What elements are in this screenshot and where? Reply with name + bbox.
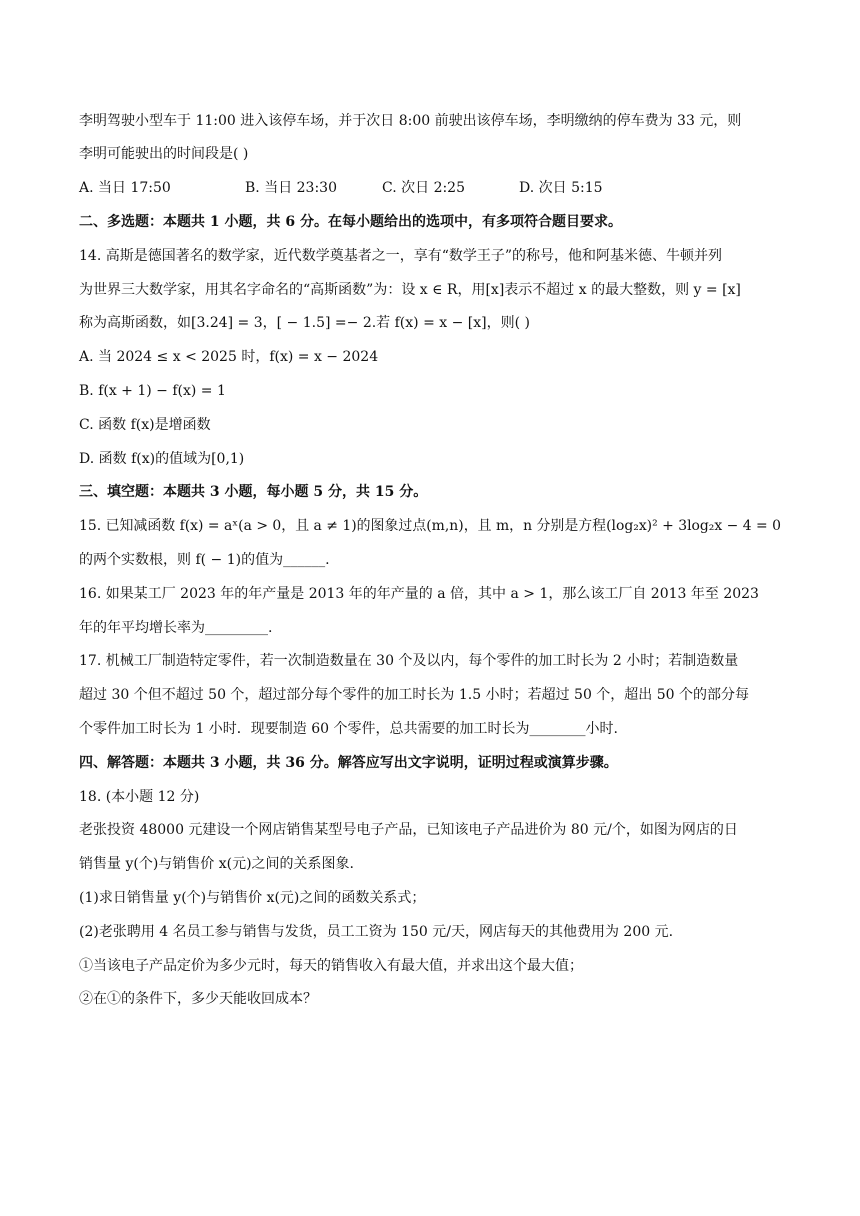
- q13-text-line-1: 李明驾驶小型车于 11:00 进入该停车场，并于次日 8:00 前驶出该停车场，李明缴纳的停车费为 33 元，则: [79, 113, 742, 129]
- q18-part-2: (2)老张聘用 4 名员工参与销售与发货，员工工资为 150 元/天，网店每天的其他费用为 200 元.: [79, 924, 674, 940]
- q15-text-line-2: 的两个实数根，则 f( − 1)的值为______.: [79, 552, 330, 568]
- q15-text-line-1: 15. 已知减函数 f(x) = aˣ(a > 0，且 a ≠ 1)的图象过点(m,n)，且 m，n 分别是方程(log₂x)² + 3log₂x − 4 = 0: [79, 518, 781, 534]
- q18-sub-question-2: ②在①的条件下，多少天能收回成本？: [79, 991, 317, 1007]
- section-fill-in-heading: 三、填空题：本题共 3 小题，每小题 5 分，共 15 分。: [79, 484, 428, 500]
- q18-text-line-1: 老张投资 48000 元建设一个网店销售某型号电子产品，已知该电子产品进价为 80 元/个，如图为网店的日: [79, 822, 738, 838]
- q13-option-d: D. 次日 5:15: [519, 180, 603, 196]
- q14-text-line-1: 14. 高斯是德国著名的数学家，近代数学奠基者之一，享有“数学王子”的称号，他和阿基米德、牛顿并列: [79, 248, 723, 264]
- q14-text-line-3: 称为高斯函数，如[3.24] = 3，[ − 1.5] =− 2.若 f(x) = x − [x]，则( ): [79, 315, 530, 331]
- q13-option-a: A. 当日 17:50: [79, 180, 171, 196]
- q17-text-line-3: 个零件加工时长为 1 小时．现要制造 60 个零件，总共需要的加工时长为________小时.: [79, 721, 618, 737]
- q13-option-c: C. 次日 2:25: [382, 180, 466, 196]
- q13-option-b: B. 当日 23:30: [245, 180, 337, 196]
- q16-text-line-2: 年的年平均增长率为_________.: [79, 620, 273, 636]
- q14-text-line-2: 为世界三大数学家，用其名字命名的“高斯函数”为：设 x ∈ R，用[x]表示不超过 x 的最大整数，则 y = [x]: [79, 282, 741, 298]
- q17-text-line-2: 超过 30 个但不超过 50 个，超过部分每个零件的加工时长为 1.5 小时；若超过 50 个，超出 50 个的部分每: [79, 687, 750, 703]
- section-solution-heading: 四、解答题：本题共 3 小题，共 36 分。解答应写出文字说明，证明过程或演算步骤。: [79, 755, 618, 771]
- q17-text-line-1: 17. 机械工厂制造特定零件，若一次制造数量在 30 个及以内，每个零件的加工时长为 2 小时；若制造数量: [79, 653, 739, 669]
- q18-text-line-2: 销售量 y(个)与销售价 x(元)之间的关系图象.: [79, 856, 355, 872]
- section-multiple-choice-heading: 二、多选题：本题共 1 小题，共 6 分。在每小题给出的选项中，有多项符合题目要求。: [79, 214, 622, 230]
- q18-sub-question-1: ①当该电子产品定价为多少元时，每天的销售收入有最大值，并求出这个最大值；: [79, 958, 583, 974]
- q16-text-line-1: 16. 如果某工厂 2023 年的年产量是 2013 年的年产量的 a 倍，其中 a > 1，那么该工厂自 2013 年至 2023: [79, 586, 759, 602]
- q13-text-line-2: 李明可能驶出的时间段是( ): [79, 146, 249, 162]
- q14-option-b: B. f(x + 1) − f(x) = 1: [79, 383, 226, 399]
- q18-header: 18. (本小题 12 分): [79, 789, 200, 805]
- q14-option-c: C. 函数 f(x)是增函数: [79, 417, 211, 433]
- q18-part-1: (1)求日销售量 y(个)与销售价 x(元)之间的函数关系式；: [79, 890, 426, 906]
- q14-option-d: D. 函数 f(x)的值域为[0,1): [79, 451, 245, 467]
- q14-option-a: A. 当 2024 ≤ x < 2025 时，f(x) = x − 2024: [79, 349, 379, 365]
